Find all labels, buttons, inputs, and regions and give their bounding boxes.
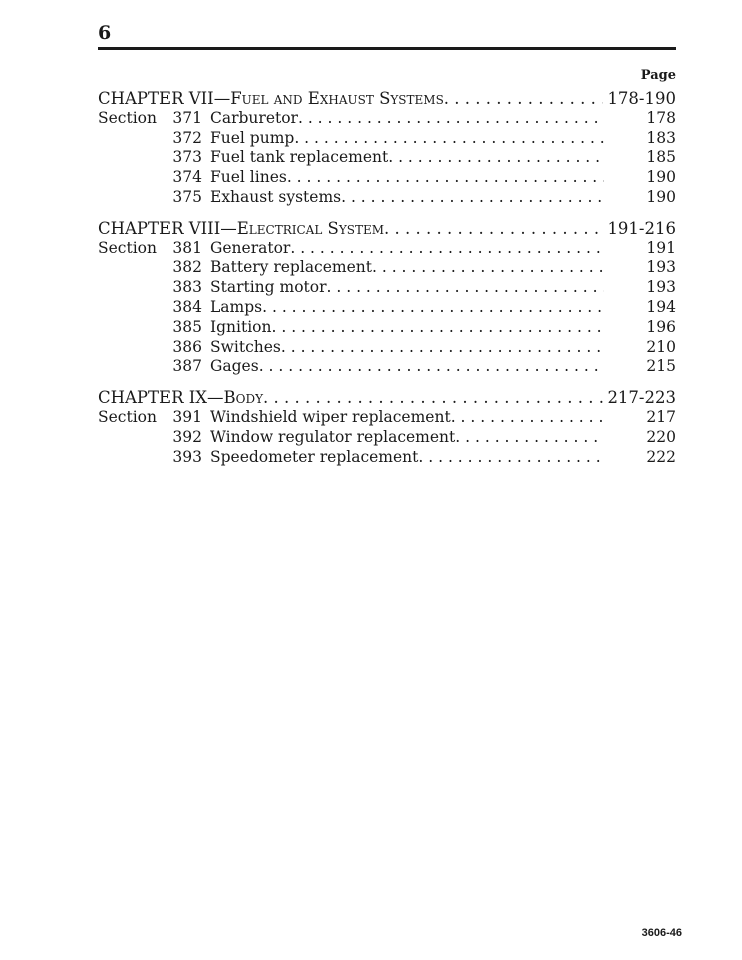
- section-page: 191: [646, 238, 676, 257]
- dot-leader: [290, 239, 604, 259]
- section-entry: [98, 318, 676, 338]
- dot-leader: [388, 148, 604, 168]
- section-number: 385: [172, 317, 202, 336]
- section-number: 371: [172, 108, 202, 127]
- section-number: 393: [172, 447, 202, 466]
- section-entry: [98, 148, 676, 168]
- page-number: 6: [98, 22, 112, 44]
- dot-leader: [327, 278, 604, 298]
- section-label: [98, 258, 160, 278]
- section-number: 392: [172, 427, 202, 446]
- chapter-heading: [98, 89, 676, 109]
- section-label: [98, 129, 160, 149]
- section-label: Section: [98, 407, 157, 426]
- section-entry: [98, 168, 676, 188]
- section-label: [98, 448, 160, 468]
- section-page: 194: [646, 297, 676, 316]
- section-entry: [98, 129, 676, 149]
- section-page: 196: [646, 317, 676, 336]
- section-page: 193: [646, 258, 676, 277]
- section-label: Section: [98, 238, 157, 257]
- dot-leader: [294, 129, 604, 149]
- section-number: 384: [172, 297, 202, 316]
- dot-leader: [272, 318, 605, 338]
- chapter-prefix: CHAPTER VII—: [98, 89, 231, 108]
- section-number: 374: [172, 168, 202, 187]
- dot-leader: [298, 109, 604, 129]
- dot-leader: [451, 408, 604, 428]
- dot-leader: [372, 258, 604, 278]
- section-entry: [98, 448, 676, 468]
- section-title: Windshield wiper replacement: [210, 407, 451, 426]
- dot-leader: [263, 388, 603, 408]
- section-page: 193: [646, 278, 676, 297]
- section-label: [98, 338, 160, 358]
- section-number: 382: [172, 258, 202, 277]
- section-entry: [98, 258, 676, 278]
- section-title: Speedometer replacement: [210, 447, 419, 466]
- section-title: Exhaust systems: [210, 187, 342, 206]
- chapter-title: Body: [223, 388, 264, 408]
- chapter-prefix: CHAPTER VIII—: [98, 218, 237, 238]
- chapter-pages: 191-216: [607, 218, 676, 238]
- header-rule: [98, 47, 676, 50]
- section-entry: [98, 188, 676, 208]
- section-page: 220: [646, 427, 676, 446]
- table-of-contents: [98, 89, 676, 467]
- dot-leader: [341, 188, 604, 208]
- section-number: 383: [172, 278, 202, 297]
- section-label: [98, 318, 160, 338]
- section-entry: [98, 338, 676, 358]
- section-page: 185: [646, 148, 676, 167]
- section-title: Generator: [210, 238, 291, 257]
- section-page: 190: [646, 187, 676, 206]
- section-title: Gages: [210, 357, 259, 376]
- section-number: 381: [172, 238, 202, 257]
- chapter-title: Electrical System: [236, 218, 385, 238]
- section-page: 178: [646, 108, 676, 127]
- section-title: Switches: [210, 337, 281, 356]
- chapter-title: Fuel and Exhaust Systems: [230, 89, 444, 108]
- dot-leader: [444, 89, 604, 109]
- section-page: 217: [646, 407, 676, 426]
- section-entry: [98, 278, 676, 298]
- section-number: 373: [172, 148, 202, 167]
- section-title: Fuel pump: [210, 128, 295, 147]
- section-page: 183: [646, 128, 676, 147]
- section-label: [98, 168, 160, 188]
- section-label: [98, 188, 160, 208]
- section-label: Section: [98, 108, 157, 127]
- chapter-prefix: CHAPTER IX—: [98, 388, 224, 408]
- dot-leader: [418, 448, 604, 468]
- dot-leader: [287, 168, 604, 188]
- section-label: [98, 428, 160, 448]
- dot-leader: [455, 428, 604, 448]
- section-label: [98, 298, 160, 318]
- section-title: Fuel tank replacement: [210, 148, 389, 167]
- section-number: 391: [172, 407, 202, 426]
- dot-leader: [259, 357, 604, 377]
- section-page: 222: [646, 447, 676, 466]
- dot-leader: [384, 219, 603, 239]
- section-title: Lamps: [210, 297, 263, 316]
- section-number: 387: [172, 357, 202, 376]
- section-page: 210: [646, 337, 676, 356]
- section-title: Window regulator replacement: [210, 427, 456, 446]
- section-title: Fuel lines: [210, 168, 287, 187]
- section-page: 215: [646, 357, 676, 376]
- section-entry: [98, 298, 676, 318]
- section-entry: [98, 239, 676, 259]
- section-title: Starting motor: [210, 278, 327, 297]
- chapter-pages: 217-223: [607, 388, 676, 408]
- section-entry: [98, 428, 676, 448]
- section-title: Battery replacement: [210, 258, 372, 277]
- chapter-heading: [98, 219, 676, 239]
- page-column-header: Page: [640, 68, 676, 83]
- section-entry: [98, 408, 676, 428]
- dot-leader: [262, 298, 604, 318]
- dot-leader: [281, 338, 604, 358]
- section-label: [98, 278, 160, 298]
- section-title: Ignition: [210, 317, 272, 336]
- section-entry: [98, 357, 676, 377]
- section-label: [98, 357, 160, 377]
- chapter-pages: 178-190: [607, 89, 676, 108]
- chapter-heading: [98, 388, 676, 408]
- section-title: Carburetor: [210, 108, 298, 127]
- section-number: 386: [172, 337, 202, 356]
- section-number: 372: [172, 128, 202, 147]
- section-label: [98, 148, 160, 168]
- section-number: 375: [172, 187, 202, 206]
- footer-code: 3606-46: [641, 927, 682, 939]
- section-page: 190: [646, 168, 676, 187]
- section-entry: [98, 109, 676, 129]
